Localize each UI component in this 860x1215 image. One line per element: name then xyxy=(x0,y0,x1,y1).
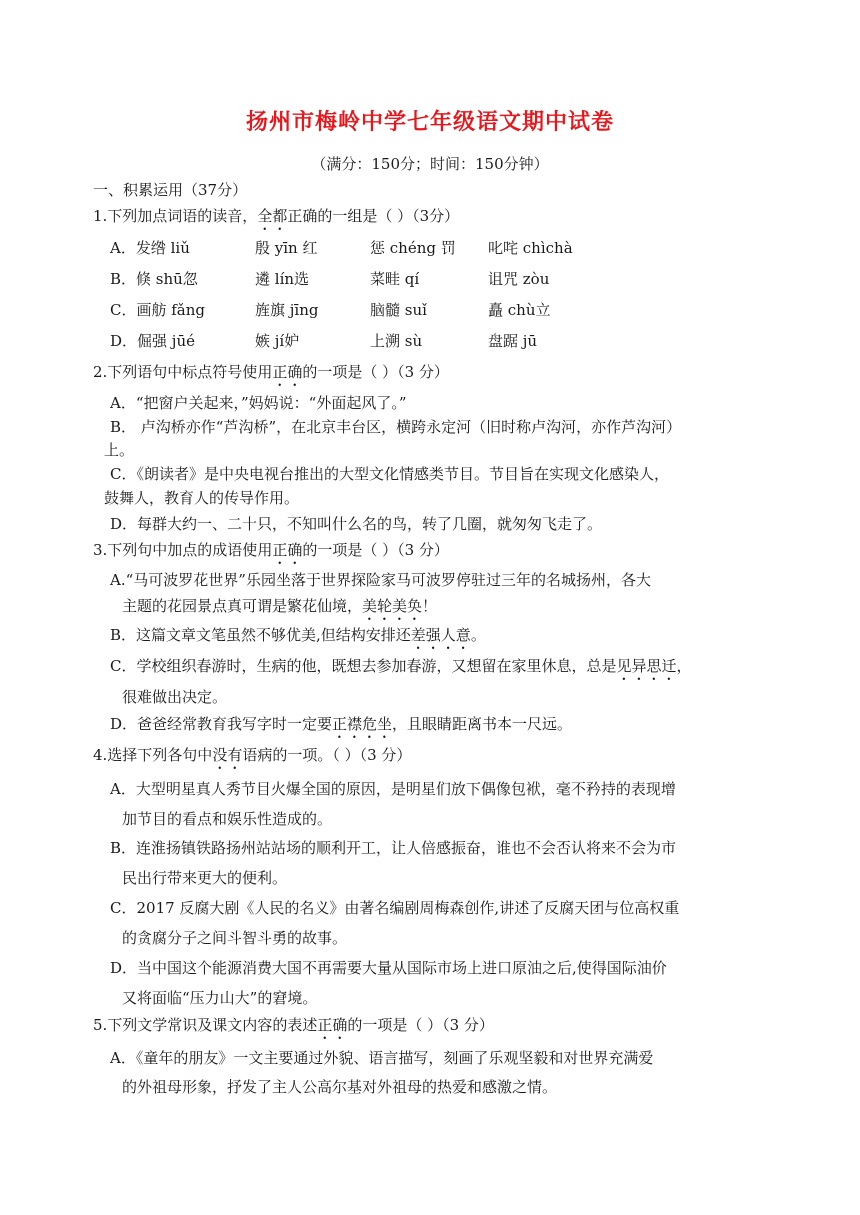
option-c-cont: 鼓舞人，教育人的传导作用。 xyxy=(104,489,300,507)
emphasis-text: 全都 xyxy=(257,207,288,225)
option-c: C．2017 反腐大剧《人民的名义》由著名编剧周梅森创作,讲述了反腐天团与位高权重 xyxy=(110,899,680,917)
option-c: C．《朗读者》是中央电视台推出的大型文化情感类节目。节目旨在实现文化感染人， xyxy=(110,465,669,483)
emphasis-text: 差强人意 xyxy=(410,626,471,644)
option-cell: 盘踞 jū xyxy=(488,332,538,350)
stem-text: 的一项是（ ）（3 分） xyxy=(302,363,449,381)
option-cell: 旌旗 jīng xyxy=(255,301,319,319)
question-4-stem xyxy=(93,745,411,773)
stem-text: 语病的一项。（ ）（3 分） xyxy=(242,746,412,764)
stem-text: 的一项是（ ）（3 分） xyxy=(302,541,449,559)
question-1-stem xyxy=(93,206,459,234)
option-text: C．学校组织春游时，生病的他，既想去参加春游，又想留在家里休息，总是 xyxy=(110,657,617,675)
option-d-cont: 又将面临“压力山大”的窘境。 xyxy=(122,989,318,1007)
option-a-cont: 加节目的看点和娱乐性造成的。 xyxy=(122,810,333,828)
section-heading: 一、积累运用（37分） xyxy=(93,181,248,199)
question-5-stem xyxy=(93,1015,494,1043)
option-cell: 上溯 sù xyxy=(370,332,423,350)
exam-title: 扬州市梅岭中学七年级语文期中试卷 xyxy=(245,110,614,135)
option-cell: 惩 chéng 罚 xyxy=(370,239,456,257)
option-a-cont xyxy=(122,596,437,624)
stem-text: 正确的一组是（ ）（3分） xyxy=(287,207,460,225)
emphasis-text: 见异思迁 xyxy=(616,657,677,675)
option-b-cont: 民出行带来更大的便利。 xyxy=(122,869,288,887)
stem-text: 3.下列句中加点的成语使用 xyxy=(93,541,273,559)
option-b xyxy=(110,625,486,653)
option-c xyxy=(110,656,692,684)
option-a: A．“把窗户关起来，”妈妈说：“外面起风了。” xyxy=(110,394,407,412)
option-cell: A．发绺 liǔ xyxy=(110,239,190,257)
question-2-stem xyxy=(93,362,449,390)
option-a: A.“马可波罗花世界”乐园坐落于世界探险家马可波罗停驻过三年的名城扬州，各大 xyxy=(110,571,651,589)
option-b-cont: 上。 xyxy=(104,441,135,459)
option-cell: 殷 yīn 红 xyxy=(255,239,318,257)
option-cell: 脑髓 suǐ xyxy=(370,301,427,319)
option-c-cont: 的贪腐分子之间斗智斗勇的故事。 xyxy=(122,929,348,947)
option-d: D．当中国这个能源消费大国不再需要大量从国际市场上进口原油之后,使得国际油价 xyxy=(110,959,667,977)
stem-text: 5.下列文学常识及课文内容的表述 xyxy=(93,1016,318,1034)
option-cell: B．倏 shū忽 xyxy=(110,270,198,288)
option-text: ！ xyxy=(422,597,438,615)
option-cell: 叱咤 chìchà xyxy=(488,239,573,257)
option-row xyxy=(0,331,860,351)
option-row xyxy=(0,269,860,289)
option-d: D．每群大约一、二十只，不知叫什么名的鸟，转了几圈，就匆匆飞走了。 xyxy=(110,515,603,533)
option-cell: 遴 lín选 xyxy=(255,270,310,288)
option-b: B．连淮扬镇铁路扬州站站场的顺利开工，让人倍感振奋，谁也不会否认将来不会为市 xyxy=(110,839,677,857)
option-cell: 嫉 jí妒 xyxy=(255,332,300,350)
option-text: ，且眼睛距离书本一尺远。 xyxy=(392,715,573,733)
option-cell: D．倔强 jūé xyxy=(110,332,195,350)
option-text: B．这篇文章文笔虽然不够优美,但结构安排还 xyxy=(110,626,411,644)
emphasis-text: 美轮美奂 xyxy=(362,597,423,615)
emphasis-text: 正确 xyxy=(272,541,303,559)
exam-subtitle: （满分：150分；时间：150分钟） xyxy=(311,155,549,173)
option-text: 。 xyxy=(470,626,486,644)
question-3-stem xyxy=(93,540,449,568)
option-text: 主题的花园景点真可谓是繁花仙境， xyxy=(122,597,363,615)
option-d xyxy=(110,714,572,742)
option-c-cont: 很难做出决定。 xyxy=(122,688,228,706)
emphasis-text: 正襟危坐 xyxy=(332,715,393,733)
option-cell: 矗 chù立 xyxy=(488,301,551,319)
option-cell: 诅咒 zòu xyxy=(488,270,550,288)
option-b: B． 卢沟桥亦作“芦沟桥”，在北京丰台区，横跨永定河（旧时称卢沟河，亦作芦沟河） xyxy=(110,418,682,436)
option-row xyxy=(0,238,860,258)
stem-text: 4.选择下列各句中 xyxy=(93,746,213,764)
stem-text: 2.下列语句中标点符号使用 xyxy=(93,363,273,381)
option-text: D．爸爸经常教育我写字时一定要 xyxy=(110,715,333,733)
stem-text: 1.下列加点词语的读音， xyxy=(93,207,258,225)
option-a-cont: 的外祖母形象，抒发了主人公高尔基对外祖母的热爱和感激之情。 xyxy=(122,1078,558,1096)
emphasis-text: 正确 xyxy=(272,363,303,381)
option-cell: C．画舫 fǎng xyxy=(110,301,206,319)
option-cell: 菜畦 qí xyxy=(370,270,420,288)
emphasis-text: 没有 xyxy=(212,746,243,764)
emphasis-text: 正确 xyxy=(317,1016,348,1034)
stem-text: 的一项是（ ）（3 分） xyxy=(347,1016,494,1034)
option-text: ， xyxy=(676,657,692,675)
option-a: A．《童年的朋友》一文主要通过外貌、语言描写，刻画了乐观坚毅和对世界充满爱 xyxy=(110,1049,654,1067)
option-a: A．大型明星真人秀节目火爆全国的原因，是明星们放下偶像包袱，毫不矜持的表现增 xyxy=(110,780,676,798)
option-row xyxy=(0,300,860,320)
